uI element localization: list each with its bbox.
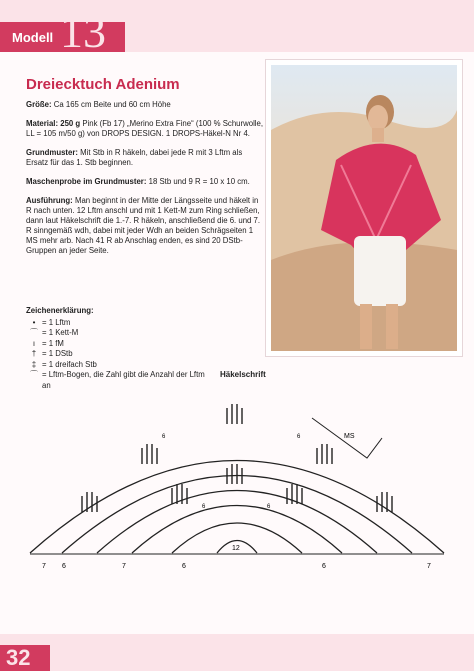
material-label: Material: 250 g (26, 119, 81, 128)
material-paragraph (26, 119, 266, 139)
edge-label: 7 (42, 563, 46, 570)
legend-label: = 1 Lftm (42, 317, 71, 327)
instructions-paragraph (26, 196, 266, 256)
material-text: Pink (Fb 17) „Merino Extra Fine“ (100 % Schurwolle, LL = 105 m/50 g) von DROPS DESIGN. 1 DROPS-Häkel-N Nr 4. (26, 119, 264, 138)
stitch-groups (82, 404, 392, 512)
loop-label: 6 (162, 434, 166, 440)
instructions-column (26, 100, 266, 265)
legend-label: = 1 dreifach Stb (42, 359, 97, 369)
size-paragraph (26, 100, 266, 110)
loop-label: 6 (267, 504, 271, 510)
chain-stitch-icon: • (32, 317, 36, 327)
crochet-chart (22, 378, 452, 574)
stitch-group (142, 444, 157, 464)
edge-label: 7 (427, 563, 431, 570)
chain-arch-icon: ⌒ (30, 370, 38, 379)
stitch-group (82, 492, 97, 512)
gauge-label: Maschenprobe im Grundmuster: (26, 177, 147, 186)
model-label: Modell (12, 30, 54, 45)
stitch-group (227, 404, 242, 424)
chart-title: Häkelschrift (220, 370, 266, 379)
legend-row (26, 318, 206, 329)
stitch-group (227, 464, 242, 484)
edge-label: 6 (322, 563, 326, 570)
model-number: 13 (60, 6, 106, 57)
single-crochet-icon: ı (32, 338, 36, 348)
pattern-paragraph (26, 148, 266, 168)
legend-label: = Lftm-Bogen, die Zahl gibt die Anzahl der Lftm an (42, 370, 205, 390)
page-number: 32 (6, 645, 31, 670)
edge-label: 6 (182, 563, 186, 570)
pattern-text: Mit Stb in R häkeln, dabei jede R mit 3 Lftm als Ersatz für das 1. Stb beginnen. (26, 148, 243, 167)
legend-row (26, 339, 206, 350)
gauge-text: 18 Stb und 9 R = 10 x 10 cm. (148, 177, 250, 186)
legend-label: = 1 fM (42, 338, 64, 348)
gauge-paragraph (26, 177, 266, 187)
legend-title: Zeichenerklärung: (26, 306, 94, 315)
instructions-text: Man beginnt in der Mitte der Längsseite und häkelt in R nach unten. 12 Lftm anschl und mit 1 Kett-M zum Ring schließen, dann laut Häkelschrift die 1.-7. R häkeln, anschließend die 6. und 7. R sinngemäß wdh, dabei mit jeder Wdh an beiden Schrägseiten 1 MS mehr arb. Nach 41 R ab Anschlag enden, es sind 20 DStb-Gruppen an jeder Seite. (26, 196, 261, 255)
loop-label: 6 (297, 434, 301, 440)
model-photo (266, 60, 462, 356)
stitch-group (377, 492, 392, 512)
legend-row (26, 328, 206, 339)
footer-band (0, 634, 474, 671)
size-label: Größe: (26, 100, 52, 109)
legend-label: = 1 Kett-M (42, 328, 79, 337)
edge-label: 7 (122, 563, 126, 570)
slip-stitch-icon: ⌒ (30, 328, 38, 337)
legend-row (26, 349, 206, 360)
legend-label: = 1 DStb (42, 349, 73, 358)
edge-label: 6 (62, 563, 66, 570)
instructions-label: Ausführung: (26, 196, 73, 205)
repeat-label: MS (344, 433, 355, 440)
loop-label: 6 (202, 504, 206, 510)
treble-crochet-icon: ‡ (31, 359, 37, 369)
ring-label: 12 (232, 545, 240, 552)
chart-row-arc (62, 476, 412, 554)
double-crochet-icon: † (31, 349, 37, 358)
size-text: Ca 165 cm Beite und 60 cm Höhe (53, 100, 171, 109)
pattern-label: Grundmuster: (26, 148, 78, 157)
legend-row (26, 360, 206, 371)
stitch-group (317, 444, 332, 464)
photo-illustration (266, 60, 462, 356)
pattern-title: Dreiecktuch Adenium (26, 76, 180, 93)
